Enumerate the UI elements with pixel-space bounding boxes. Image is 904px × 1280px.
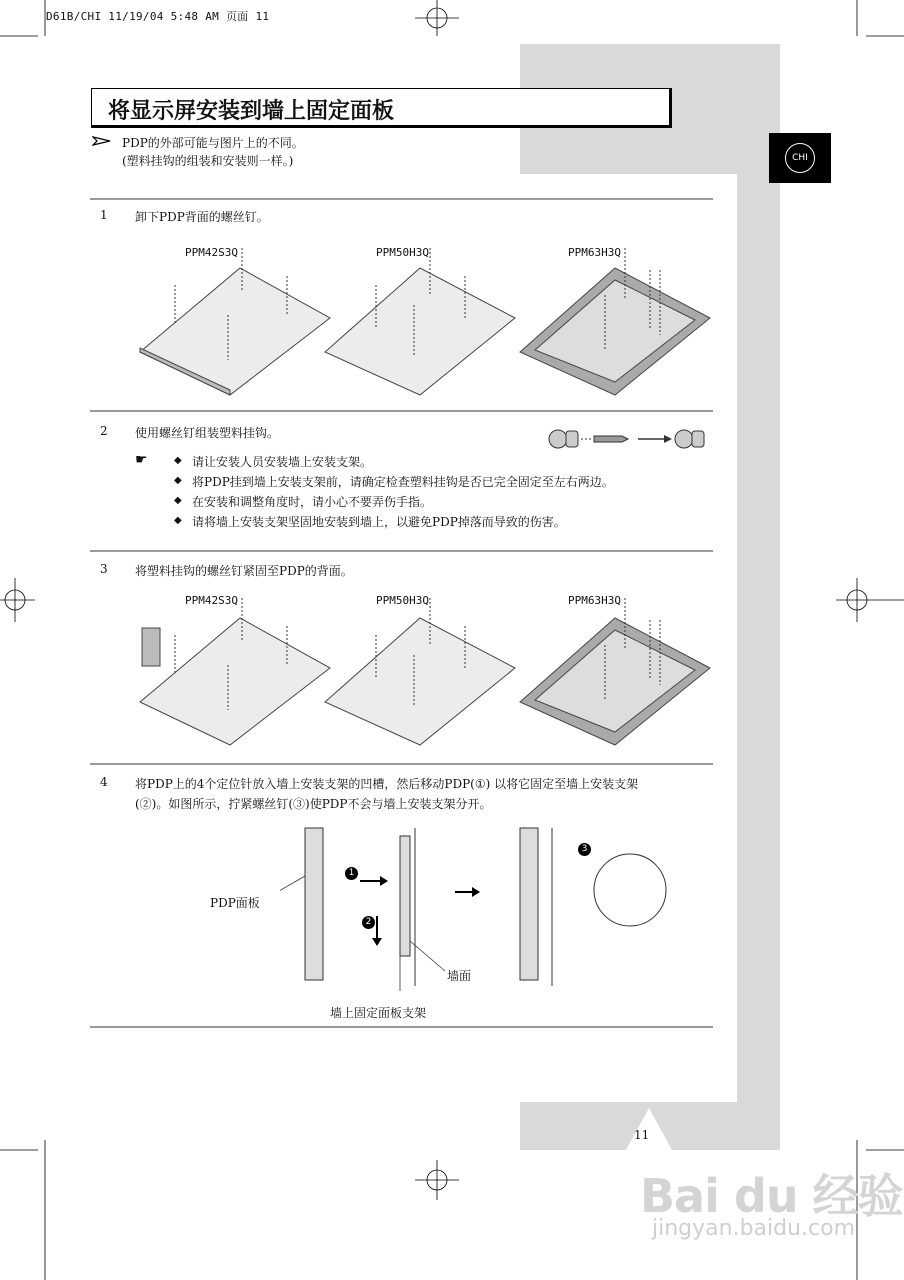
note-line-2: (塑料挂钩的组装和安装则一样。) <box>122 154 294 168</box>
pointing-hand-icon: ☛ <box>135 452 148 468</box>
step-number: 1 <box>100 208 108 222</box>
note-line-1: PDP的外部可能与图片上的不同。 <box>122 136 304 150</box>
diamond-icon: ◆ <box>174 515 182 526</box>
step-text: 将PDP上的4个定位针放入墙上安装支架的凹槽，然后移动PDP(①) 以将它固定至墙上安装支架 <box>135 777 639 791</box>
bullet-item: 请将墙上安装支架坚固地安装到墙上，以避免PDP掉落而导致的伤害。 <box>192 515 566 529</box>
step-text: 使用螺丝钉组装塑料挂钩。 <box>135 426 280 440</box>
diamond-icon: ◆ <box>174 475 182 486</box>
watermark-brand: Bai du 经验 <box>640 1169 903 1223</box>
step1-illustration <box>130 240 730 400</box>
divider <box>90 763 713 765</box>
hook-assembly-illustration <box>546 422 716 456</box>
step-number: 2 <box>100 424 108 438</box>
step4-illustration <box>280 826 680 991</box>
divider <box>90 198 713 200</box>
bullet-item: 将PDP挂到墙上安装支架前，请确定检查塑料挂钩是否已完全固定至左右两边。 <box>192 475 614 489</box>
panel-label: PDP面板 <box>210 896 260 910</box>
step-text: (②)。如图所示，拧紧螺丝钉(③)使PDP不会与墙上安装支架分开。 <box>135 797 492 811</box>
bullet-item: 在安装和调整角度时，请小心不要弄伤手指。 <box>192 495 433 509</box>
step-marker: 2 <box>362 916 375 929</box>
step-number: 4 <box>100 775 108 789</box>
model-label: PPM63H3Q <box>568 594 621 607</box>
page-number: 11 <box>634 1128 650 1142</box>
arrow-right-icon <box>92 135 112 147</box>
divider <box>90 1026 713 1028</box>
language-tab-label: CHI <box>785 143 815 173</box>
step-text: 将塑料挂钩的螺丝钉紧固至PDP的背面。 <box>135 564 353 578</box>
bracket-label: 墙上固定面板支架 <box>330 1006 427 1020</box>
wall-label: 墙面 <box>447 969 472 983</box>
step-marker: 1 <box>345 867 358 880</box>
language-tab <box>769 133 831 183</box>
model-label: PPM50H3Q <box>376 594 429 607</box>
diamond-icon: ◆ <box>174 455 182 466</box>
step-marker: 3 <box>578 843 591 856</box>
model-label: PPM42S3Q <box>185 246 238 259</box>
bullet-item: 请让安装人员安装墙上安装支架。 <box>192 455 373 469</box>
divider <box>90 550 713 552</box>
watermark-url: jingyan.baidu.com <box>652 1216 856 1241</box>
model-label: PPM63H3Q <box>568 246 621 259</box>
page-title: 将显示屏安装到墙上固定面板 <box>108 99 395 124</box>
print-header: D61B/CHI 11/19/04 5:48 AM 页面 11 <box>46 10 270 23</box>
diamond-icon: ◆ <box>174 495 182 506</box>
model-label: PPM50H3Q <box>376 246 429 259</box>
grey-frame-side <box>737 44 780 1150</box>
divider <box>90 410 713 412</box>
model-label: PPM42S3Q <box>185 594 238 607</box>
step-number: 3 <box>100 562 108 576</box>
step3-illustration <box>130 590 730 750</box>
step-text: 卸下PDP背面的螺丝钉。 <box>135 210 269 224</box>
